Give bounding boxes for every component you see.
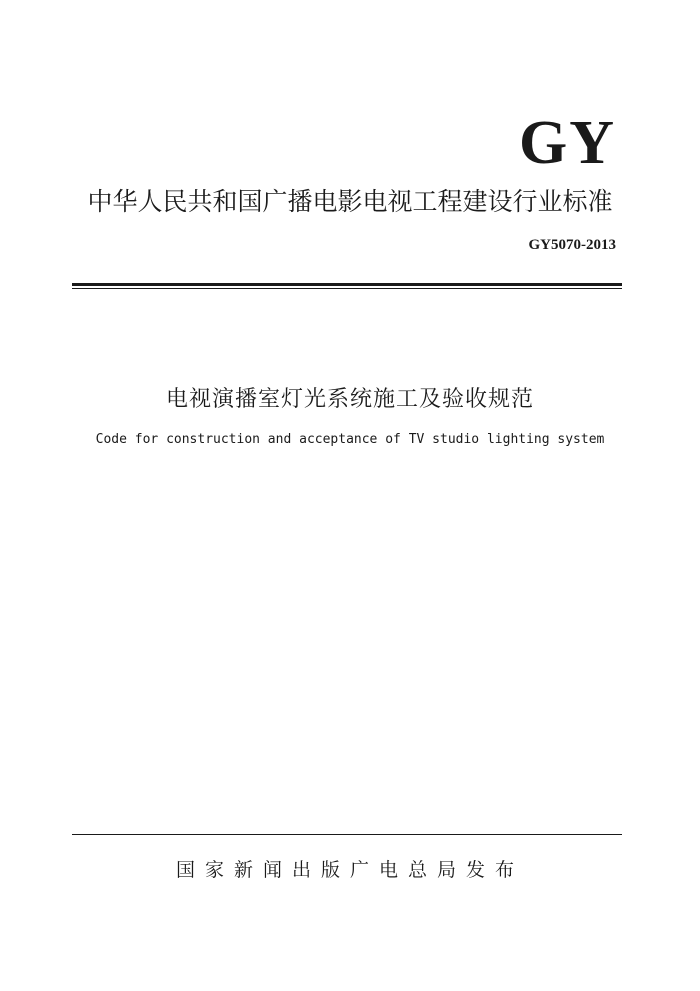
document-title-english: Code for construction and acceptance of TV studio lighting system [95, 432, 605, 447]
standard-logo: GY [519, 109, 616, 177]
document-title-chinese: 电视演播室灯光系统施工及验收规范 [165, 387, 534, 412]
issuing-authority: 国家新闻出版广电总局发布 [175, 859, 524, 881]
standard-number: GY5070-2013 [528, 237, 616, 253]
header-divider-thick [72, 283, 622, 286]
organization-title: 中华人民共和国广播电影电视工程建设行业标准 [87, 187, 613, 216]
header-divider-thin [72, 288, 622, 289]
footer-divider [72, 834, 622, 835]
